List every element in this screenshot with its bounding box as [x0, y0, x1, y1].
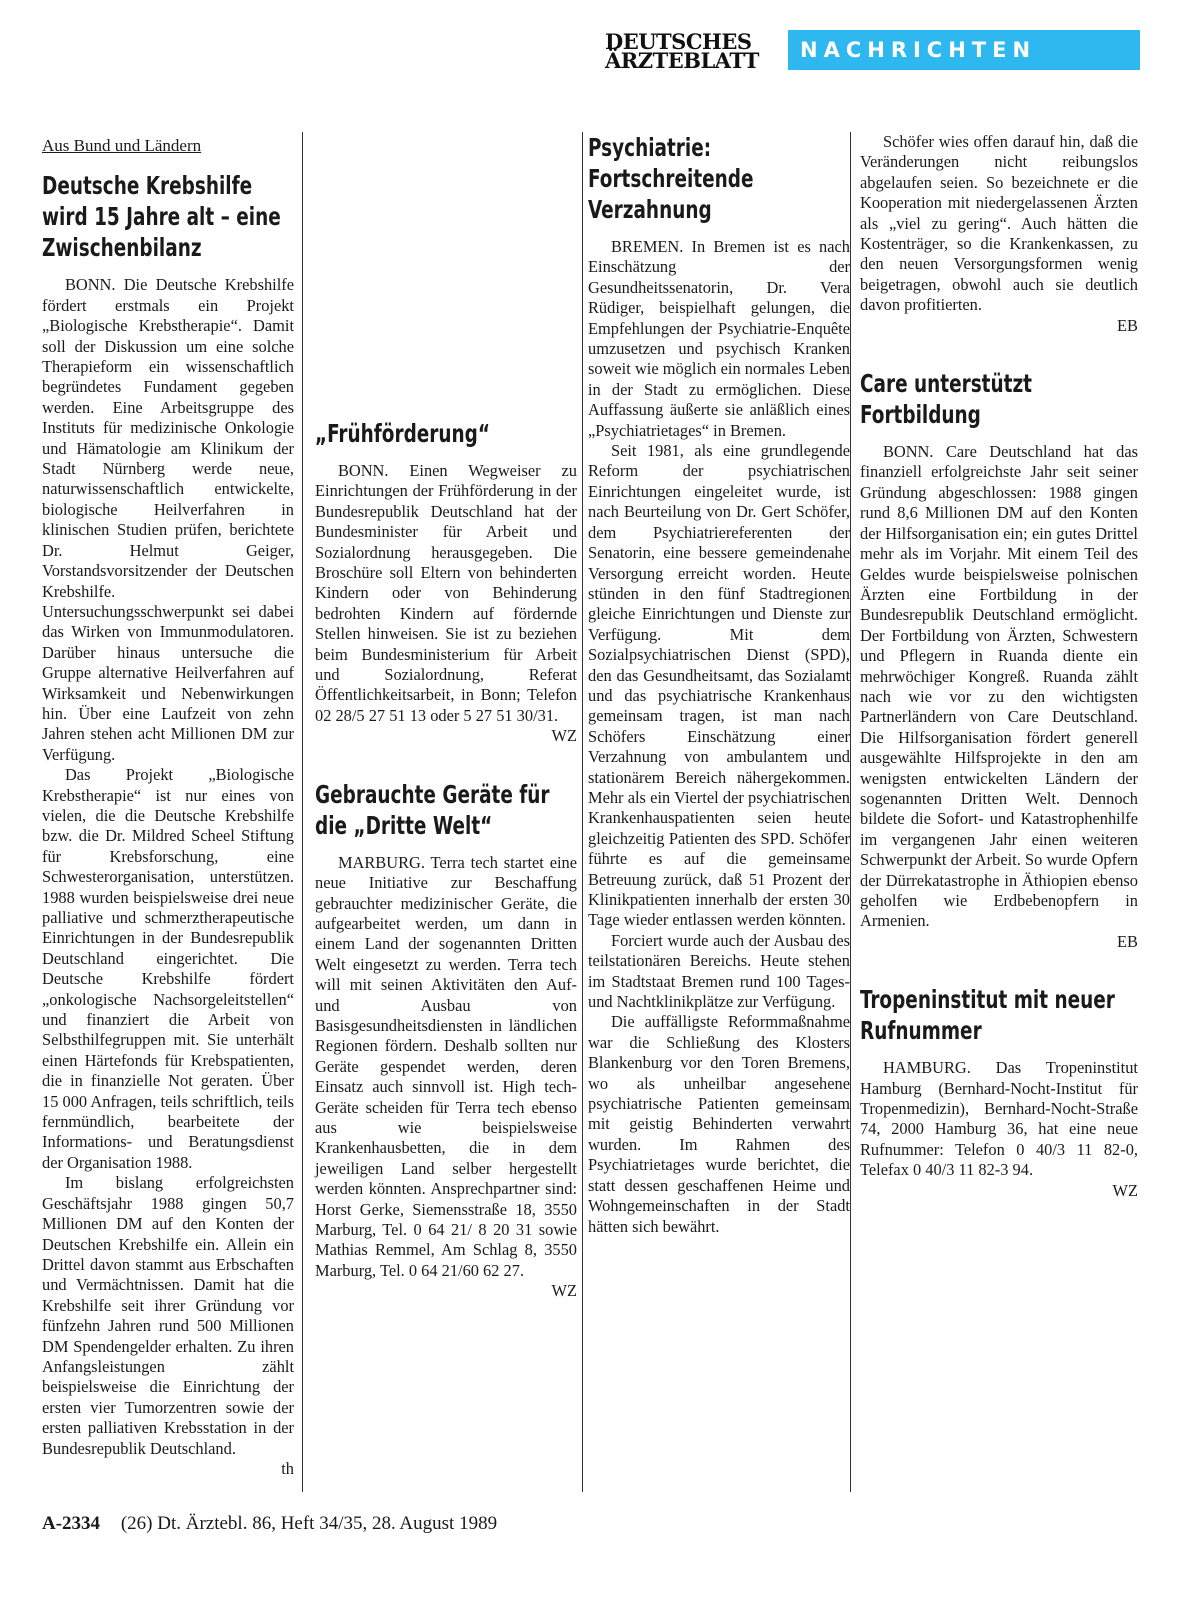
journal-logo [605, 29, 775, 73]
section-kicker: Aus Bund und Ländern [42, 136, 202, 155]
article-paragraph: MARBURG. Terra tech startet eine neue Initiative zur Beschaffung gebrauchter medizinischer Geräte, die aufgearbeitet werden, um dann in einem Land der sogenannten Dritten Welt eingesetzt zu werden. Terra tech will mit seinen Aktivitäten den Auf- und Ausbau von Basisgesundheitsdiensten in ländlichen Regionen fördern. Deshalb sollten nur Geräte gespendet werden, deren Einsatz auch sinnvoll ist. High tech-Geräte scheiden für Terra tech ebenso aus wie beispielsweise Krankenhausbetten, die in dem jeweiligen Land selber hergestellt werden könnten. Ansprechpartner sind: Horst Gerke, Siemensstraße 18, 3550 Marburg, Tel. 0 64 21/ 8 20 31 sowie Mathias Remmel, Am Schlag 8, 3550 Marburg, Tel. 0 64 21/60 62 27. [315, 852, 577, 1280]
column-continuation-space [315, 132, 577, 418]
author-signature: WZ [551, 1281, 577, 1301]
article-gap [860, 952, 1138, 984]
column-2 [315, 132, 577, 1527]
author-signature: EB [1117, 315, 1138, 335]
article-title-fruehfoerderung: „Frühförderung“ [315, 419, 490, 448]
article-paragraph: Das Projekt „Biologische Krebstherapie“ ist nur eines von vielen, die die Deutsche Krebshilfe bzw. die Dr. Mildred Scheel Stiftung für Krebsforschung, eine Schwesterorganisation, unterstützen. 1988 wurden beispielsweise drei neue palliative und schmerztherapeutische Einrichtungen in der Bundesrepublik Deutschland eingerichtet. Die Deutsche Krebshilfe fördert „onkologische Nachsorgeleitstellen“ und finanziert die Arbeit von Selbsthilfegruppen mit. Sie unterhält einen Härtefonds für Krebspatienten, die in finanzielle Not geraten. Über 15 000 Anfragen, teils schriftlich, teils fernmündlich, bearbeitete der Informations- und Beratungsdienst der Organisation 1988. [42, 765, 294, 1172]
author-signature: WZ [551, 726, 577, 746]
article-paragraph: Seit 1981, als eine grundlegende Reform der psychiatrischen Einrichtungen eingeleitet wurde, ist nach Beurteilung von Dr. Gert Schöfer, dem Psychiatriereferenten der Senatorin, eine bessere gemeindenahe Versorgung erreicht worden. Heute stünden in den fünf Stadtregionen gleiche Einrichtungen und Dienste zur Verfügung. Mit dem Sozialpsychiatrischen Dienst (SPD), den das Gesundheitsamt, das Sozialamt und das psychiatrische Krankenhaus gemeinsam tragen, ist man nach Schöfers Einschätzung einer Verzahnung von ambulantem und stationärem Bereich nähergekommen. Mehr als ein Viertel der psychiatrischen Krankenhauspatienten seien heute gleichzeitig Patienten des SPD. Schöfer führte es auf die gemeinsame Betreuung zurück, daß 51 Prozent der Klinikpatienten innerhalb der ersten 30 Tage wieder entlassen werden könnten. [588, 441, 850, 930]
article-paragraph: Die auffälligste Reformmaßnahme war die Schließung des Klosters Blankenburg vor den Toren Bremens, wo als unheilbar angesehene psychiatrische Patienten gemeinsam mit geistig Behinderten verwahrt wurden. Im Rahmen des Psychiatrietages wurde berichtet, die statt dessen geschaffenen Heime und Wohngemeinschaften in der Stadt hätten sich bewährt. [588, 1012, 850, 1236]
column-1 [42, 132, 294, 1527]
article-paragraph: BONN. Care Deutschland hat das finanziell erfolgreichste Jahr seit seiner Gründung abgeschlossen: 1988 gingen rund 8,6 Millionen DM auf den Konten der Hilfsorganisation ein; ein gutes Drittel mehr als im Vorjahr. Mit einem Teil des Geldes wurde beispielsweise polnischen Ärzten eine Fortbildung in der Bundesrepublik Deutschland ermöglicht. Der Fortbildung von Ärzten, Schwestern und Pflegern in Ruanda diente ein mehrwöchiger Kongreß. Ruanda zählt nach wie vor zu den wichtigsten Partnerländern von Care Deutschland. Die Hilfsorganisation fördert generell ausgewählte Hilfsprojekte in den am wenigsten entwickelten Ländern der sogenannten Dritten Welt. Dennoch bildete die Sofort- und Katastrophenhilfe im vergangenen Jahr einen weiteren Schwerpunkt der Arbeit. So wurde Opfern der Dürrekatastrophe in Äthiopien ebenso geholfen wie Erdbebenopfern in Armenien. [860, 442, 1138, 931]
column-3 [588, 132, 850, 1527]
article-title-care: Care unterstützt Fortbildung [860, 369, 1033, 430]
column-divider [582, 132, 583, 1492]
article-paragraph: HAMBURG. Das Tropeninstitut Hamburg (Bernhard-Nocht-Institut für Tropenmedizin), Bernhard-Nocht-Straße 74, 2000 Hamburg 36, hat eine neue Rufnummer: Telefon 0 40/3 11 82-0, Telefax 0 40/3 11 82-3 94. [860, 1058, 1138, 1180]
logo-line-2: ÄRZTEBLATT [605, 48, 759, 73]
author-signature: th [281, 1458, 294, 1478]
column-divider [850, 132, 851, 1492]
section-banner: NACHRICHTEN [788, 30, 1140, 70]
column-4 [860, 132, 1138, 1527]
column-divider [302, 132, 303, 1492]
page-footer [42, 1513, 497, 1535]
article-paragraph: Schöfer wies offen darauf hin, daß die Veränderungen nicht reibungslos abgelaufen seien. So bezeichnete er die Kooperation mit niedergelassenen Ärzten als „viel zu gering“. Auch hätten die Kostenträger, so die Krankenkassen, zu den neuen Versorgungsformen wenig beigetragen, obwohl auch sie deutlich davon profitierten. [860, 132, 1138, 315]
article-paragraph: BONN. Die Deutsche Krebshilfe fördert erstmals ein Projekt „Biologische Krebstherapie“. Damit soll der Diskussion um eine solche Therapieform ein wissenschaftlich begründetes Fundament gegeben werden. Eine Arbeitsgruppe des Instituts für medizinische Onkologie und Hämatologie am Klinikum der Stadt Nürnberg werde neue, naturwissenschaftlich entwickelte, biologische Heilverfahren in klinischen Studien prüfen, berichtete Dr. Helmut Geiger, Vorstandsvorsitzender der Deutschen Krebshilfe. Untersuchungsschwerpunkt sei dabei das Wirken von Immunmodulatoren. Darüber hinaus untersuche die Gruppe alternative Heilverfahren auf Wirksamkeit und Nebenwirkungen hin. Über eine Laufzeit von zehn Jahren stehen acht Millionen DM zur Verfügung. [42, 275, 294, 764]
article-gap [315, 747, 577, 779]
article-paragraph: BONN. Einen Wegweiser zu Einrichtungen der Frühförderung in der Bundesrepublik Deutschland hat der Bundesminister für Arbeit und Sozialordnung herausgegeben. Die Broschüre soll Eltern von behinderten Kindern oder von Behinderung bedrohten Kindern auf fördernde Stellen hinweisen. Sie ist zu beziehen beim Bundesministerium für Arbeit und Sozialordnung, Referat Öffentlichkeitsarbeit, in Bonn; Telefon 02 28/5 27 51 13 oder 5 27 51 30/31. [315, 461, 577, 725]
article-paragraph: BREMEN. In Bremen ist es nach Einschätzung der Gesundheitssenatorin, Dr. Vera Rüdiger, beispielhaft gelungen, die Empfehlungen der Psychiatrie-Enquête umzusetzen und psychisch Kranken soweit wie möglich ein normales Leben in der Stadt zu ermöglichen. Diese Auffassung äußerte sie anläßlich eines „Psychiatrietages“ in Bremen. [588, 237, 850, 440]
article-paragraph: Im bislang erfolgreichsten Geschäftsjahr 1988 gingen 50,7 Millionen DM auf den Konten der Deutschen Krebshilfe ein. Allein ein Drittel davon stammt aus Erbschaften und Vermächtnissen. Damit hat die Krebshilfe seit ihrer Gründung vor fünfzehn Jahren rund 500 Millionen DM Spendengelder erhalten. Zu ihren Anfangsleistungen zählt beispielsweise die Einrichtung der ersten vier Tumorzentren sowie der ersten palliativen Krebsstation in der Bundesrepublik Deutschland. [42, 1173, 294, 1458]
masthead [605, 30, 1140, 74]
article-title-geraete: Gebrauchte Geräte für die „Dritte Welt“ [315, 779, 550, 840]
page-number: A-2334 [42, 1513, 101, 1534]
journal-citation: (26) Dt. Ärztebl. 86, Heft 34/35, 28. August 1989 [120, 1513, 498, 1534]
article-title-krebshilfe: Deutsche Krebshilfe wird 15 Jahre alt – eine Zwischenbilanz [42, 171, 281, 263]
author-signature: EB [1117, 931, 1138, 951]
article-paragraph: Forciert wurde auch der Ausbau des teilstationären Bereichs. Heute stehen im Stadtstaat Bremen rund 100 Tages- und Nachtklinikplätze zur Verfügung. [588, 930, 850, 1012]
article-title-psychiatrie: Psychiatrie: Fortschreitende Verzahnung [588, 133, 754, 224]
article-gap [860, 336, 1138, 368]
article-title-tropeninstitut: Tropeninstitut mit neuer Rufnummer [860, 985, 1115, 1046]
logo-line-1: DEUTSCHES [605, 29, 752, 54]
author-signature: WZ [1112, 1180, 1138, 1200]
